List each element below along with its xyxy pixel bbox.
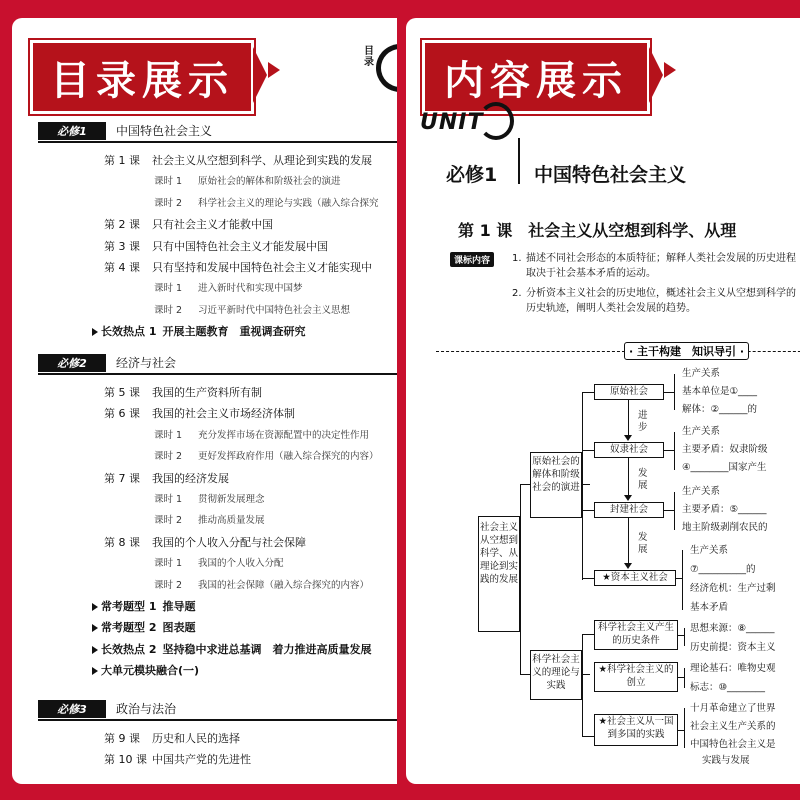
toc-entry-text: 只有坚持和发展中国特色社会主义才能实现中 [152, 261, 372, 274]
map-line [582, 578, 594, 579]
slave-item: 主要矛盾：奴隶阶级 [682, 444, 768, 455]
toc-entry-text: 充分发挥市场在资源配置中的决定性作用 [198, 429, 370, 441]
module-header [38, 700, 397, 720]
toc-entry-label: 课时 1 [154, 558, 183, 570]
down-arrow-icon [624, 435, 632, 441]
toc-lesson[interactable] [104, 261, 372, 275]
slave-item: 生产关系 [682, 426, 721, 437]
map-line [520, 484, 521, 674]
map-branch1: 原始社会的解体和阶级社会的演进 [530, 452, 582, 518]
society-primitive: 原始社会 [594, 384, 664, 400]
toc-subsection[interactable] [154, 514, 265, 528]
map-arrow-line [628, 518, 629, 564]
lesson-heading: 第 1 课 社会主义从空想到科学、从理 [458, 221, 737, 240]
primitive-item: 基本单位是①____ [682, 386, 758, 397]
toc-entry-text: 推导题 [162, 600, 196, 613]
capital-item: 生产关系 [690, 545, 729, 556]
toc-entry-label: 课时 1 [154, 494, 183, 505]
unit-label: UNIT [420, 110, 484, 135]
toc-entry-label: 课时 2 [154, 579, 183, 591]
toc-lesson[interactable] [104, 536, 306, 550]
toc-entry-text: 科学社会主义的理论与实践（融入综合探究 [198, 197, 379, 209]
toc-subsection[interactable] [154, 450, 379, 464]
toc-subsection[interactable] [154, 557, 284, 571]
toc-entry-label: 第 3 课 [104, 239, 140, 253]
guide-title: · 主干构建 知识导引 · [624, 342, 749, 360]
map-arrow-line [628, 400, 629, 436]
toc-entry-text: 原始社会的解体和阶级社会的演进 [198, 176, 341, 188]
toc-entry-text: 社会主义从空想到科学、从理论到实践的发展 [152, 154, 372, 167]
standard-tag: 课标内容 [450, 252, 494, 267]
toc-entry-label: 第 4 课 [104, 261, 140, 274]
module-header [38, 354, 397, 374]
arrow-label: 发展 [638, 532, 648, 555]
society-slave: 奴隶社会 [594, 442, 664, 458]
toc-entry-text: 坚持稳中求进总基调 着力推进高质量发展 [162, 642, 372, 656]
chevron-right-icon [664, 62, 676, 78]
toc-entry-text: 我国的经济发展 [152, 471, 229, 485]
toc-lesson[interactable] [104, 732, 240, 746]
toc-entry-text: 我国的生产资料所有制 [152, 386, 262, 399]
toc-lesson[interactable] [104, 472, 229, 486]
toc-lesson[interactable] [104, 218, 273, 232]
module-title: 经济与社会 [116, 356, 177, 370]
toc-lesson[interactable] [104, 240, 328, 254]
standard-item: 2. 分析资本主义社会的历史地位，概述社会主义从空想到科学的历史轨迹，阐明人类社会发展的趋势。 [512, 288, 796, 314]
toc-logo-text: 目录 [364, 46, 374, 68]
toc-entry-text: 我国的社会主义市场经济体制 [152, 407, 295, 421]
toc-subsection[interactable] [154, 579, 369, 593]
sci1-item: 思想来源：⑧______ [690, 623, 775, 634]
content-banner [422, 40, 650, 114]
toc-entry-label: 长效热点 1 [101, 325, 157, 339]
map-line [684, 708, 685, 748]
sci-box-1: 科学社会主义产生的历史条件 [594, 620, 678, 650]
map-line [582, 510, 594, 511]
map-line [582, 392, 583, 580]
toc-feature[interactable] [92, 621, 195, 635]
toc-lesson[interactable] [104, 386, 262, 400]
toc-entry-label: 第 9 课 [104, 732, 140, 745]
map-root: 社会主义从空想到科学、从理论到实践的发展 [478, 516, 520, 632]
down-arrow-icon [624, 495, 632, 501]
feudal-item: 主要矛盾：⑤______ [682, 504, 767, 515]
logo-ring-icon [376, 44, 397, 92]
toc-entry-text: 更好发挥政府作用（融入综合探究的内容） [198, 451, 379, 463]
sci1-item: 历史前提：资本主义 [690, 642, 776, 653]
capital-item: ⑦__________的 [690, 564, 756, 575]
toc-subsection[interactable] [154, 175, 341, 189]
capital-item: 基本矛盾 [690, 602, 729, 613]
toc-entry-label: 常考题型 1 [101, 600, 157, 613]
map-line [674, 492, 675, 530]
unit-title: 中国特色社会主义 [534, 164, 687, 186]
map-line [582, 392, 594, 393]
sci2-item: 理论基石：唯物史观 [690, 663, 776, 674]
feudal-item: 地主阶级剥削农民的 [682, 522, 768, 533]
map-line [582, 674, 590, 675]
module-tag: 必修3 [38, 700, 106, 718]
toc-entry-text: 贯彻新发展理念 [198, 494, 265, 505]
map-line [582, 736, 594, 737]
capital-item: 经济危机：生产过剩 [690, 583, 776, 594]
toc-entry-text: 进入新时代和实现中国梦 [198, 283, 303, 295]
map-line [674, 432, 675, 470]
unit-ring-icon [478, 102, 514, 140]
map-line [520, 484, 530, 485]
map-line [664, 392, 674, 393]
primitive-item: 解体：②______的 [682, 404, 758, 415]
sci2-item: 标志：⑩________ [690, 682, 766, 693]
triangle-icon [92, 646, 98, 654]
toc-entry-label: 第 2 课 [104, 218, 140, 232]
society-capitalist: ★资本主义社会 [594, 570, 676, 586]
map-line [520, 674, 530, 675]
toc-entry-text: 我国的个人收入分配 [198, 558, 284, 570]
map-line [674, 374, 675, 410]
map-line [682, 550, 683, 610]
toc-entry-text: 开展主题教育 重视调查研究 [162, 325, 306, 339]
toc-feature[interactable] [92, 325, 305, 339]
standard-item: 1. 描述不同社会形态的本质特征；解释人类社会发展的历史进程取决于社会基本矛盾的运动。 [512, 253, 796, 279]
arrow-label: 发展 [638, 468, 648, 491]
primitive-item: 生产关系 [682, 368, 721, 379]
toc-lesson[interactable] [104, 407, 295, 421]
feudal-item: 生产关系 [682, 486, 721, 497]
toc-entry-label: 长效热点 2 [101, 642, 157, 656]
toc-entry-label: 大单元模块融合(一) [101, 664, 200, 678]
toc-entry-label: 课时 2 [154, 304, 183, 316]
sci-box-2: ★科学社会主义的创立 [594, 662, 678, 692]
toc-entry-text: 历史和人民的选择 [152, 732, 240, 745]
triangle-icon [92, 667, 98, 675]
toc-entry-label: 课时 2 [154, 515, 183, 527]
down-arrow-icon [624, 563, 632, 569]
toc-entry-text: 只有社会主义才能救中国 [152, 218, 273, 232]
toc-banner [30, 40, 254, 114]
toc-entry-text: 中国共产党的先进性 [152, 753, 251, 767]
toc-subsection[interactable] [154, 429, 369, 443]
toc-feature[interactable] [92, 600, 195, 614]
triangle-icon [92, 603, 98, 611]
module-rule [38, 141, 397, 143]
module-tag: 必修1 [38, 122, 106, 140]
toc-subsection[interactable] [154, 197, 379, 211]
toc-entry-text: 习近平新时代中国特色社会主义思想 [198, 304, 351, 316]
map-arrow-line [628, 458, 629, 496]
toc-entry-text: 推动高质量发展 [198, 515, 265, 527]
toc-entry-label: 第 1 课 [104, 154, 140, 167]
content-page [406, 18, 800, 784]
toc-entry-label: 课时 2 [154, 451, 183, 463]
toc-feature[interactable] [92, 664, 205, 678]
map-branch2: 科学社会主义的理论与实践 [530, 650, 582, 700]
map-line [684, 668, 685, 688]
map-line [582, 450, 594, 451]
society-feudal: 封建社会 [594, 502, 664, 518]
map-line [684, 628, 685, 646]
toc-page [12, 18, 397, 784]
arrow-label: 进步 [638, 410, 648, 433]
toc-subsection[interactable] [154, 304, 350, 318]
toc-entry-label: 第 6 课 [104, 407, 140, 421]
map-line [582, 634, 594, 635]
module-rule [38, 719, 397, 721]
toc-subsection[interactable] [154, 493, 265, 507]
map-line [582, 484, 590, 485]
toc-entry-text: 我国的个人收入分配与社会保障 [152, 535, 306, 549]
toc-entry-label: 课时 2 [154, 197, 183, 209]
module-header [38, 122, 397, 142]
sci-box-3: ★社会主义从一国到多国的实践 [594, 714, 678, 746]
module-rule [38, 373, 397, 375]
module-tag: 必修2 [38, 354, 106, 372]
sci3-item: 中国特色社会主义是 [690, 739, 776, 750]
module-title: 中国特色社会主义 [116, 124, 213, 138]
toc-lesson[interactable] [104, 154, 372, 168]
slave-item: ④________国家产生 [682, 462, 767, 473]
toc-lesson[interactable] [104, 753, 251, 767]
module-title: 政治与法治 [116, 702, 177, 716]
toc-entry-label: 常考题型 2 [101, 621, 157, 635]
toc-entry-label: 课时 1 [154, 283, 183, 295]
triangle-icon [92, 624, 98, 632]
toc-entry-text: 图表题 [162, 621, 196, 635]
toc-subsection[interactable] [154, 282, 303, 296]
sci3-item: 实践与发展 [702, 755, 750, 766]
chevron-right-icon [268, 62, 280, 78]
toc-entry-label: 第 7 课 [104, 471, 140, 485]
toc-entry-text: 只有中国特色社会主义才能发展中国 [152, 239, 328, 253]
map-line [664, 510, 674, 511]
content-banner-title: 内容展示 [444, 57, 628, 104]
divider [518, 138, 520, 184]
toc-entry-text: 我国的社会保障（融入综合探究的内容） [198, 579, 370, 591]
toc-entry-label: 第 10 课 [104, 753, 147, 767]
toc-banner-title: 目录展示 [50, 57, 234, 104]
map-line [664, 450, 674, 451]
toc-entry-label: 第 8 课 [104, 535, 140, 549]
toc-entry-label: 课时 1 [154, 429, 183, 441]
sci3-item: 十月革命建立了世界 [690, 703, 776, 714]
map-line [582, 634, 583, 736]
toc-entry-label: 第 5 课 [104, 386, 140, 399]
module-label: 必修1 [446, 164, 498, 186]
sci3-item: 社会主义生产关系的 [690, 721, 776, 732]
triangle-icon [92, 328, 98, 336]
toc-entry-label: 课时 1 [154, 176, 183, 188]
toc-feature[interactable] [92, 643, 371, 657]
